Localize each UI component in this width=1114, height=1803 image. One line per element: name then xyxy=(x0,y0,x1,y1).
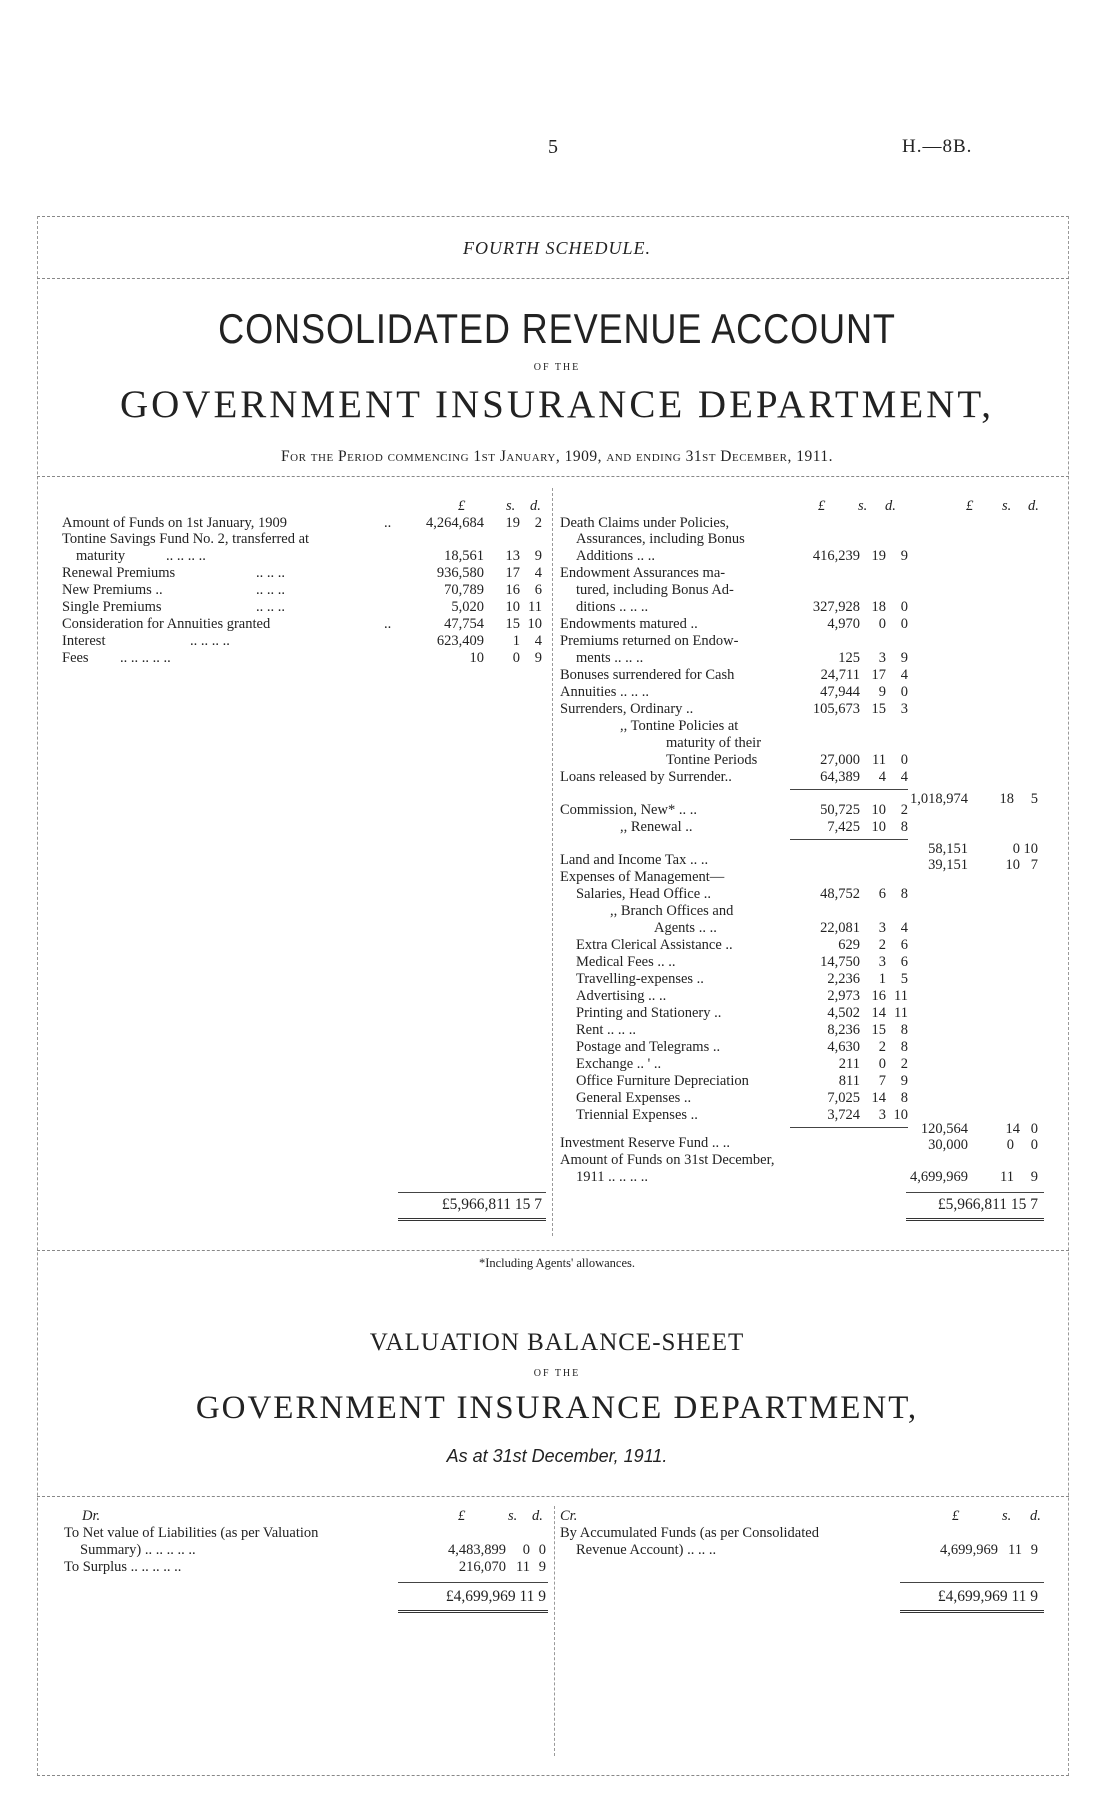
asset-row: By Accumulated Funds (as per Consolidated xyxy=(560,1525,819,1541)
account-department-title: GOVERNMENT INSURANCE DEPARTMENT, xyxy=(119,383,995,426)
management-row: Advertising .. .. xyxy=(576,988,667,1004)
liabilities-total-double-rule xyxy=(398,1610,548,1613)
management-row: General Expenses .. xyxy=(576,1090,692,1106)
receipt-pounds: 18,561 xyxy=(444,548,484,564)
receipt-row: Fees xyxy=(62,650,89,666)
receipts-total: £5,966,811 15 7 xyxy=(441,1196,542,1213)
investment-reserve-shillings: 0 xyxy=(1006,1137,1014,1153)
management-row: Triennial Expenses .. xyxy=(576,1107,698,1123)
management-row: Extra Clerical Assistance .. xyxy=(576,937,733,953)
land-tax-row: Land and Income Tax .. .. xyxy=(560,852,709,868)
receipt-dots: .. .. .. .. xyxy=(190,633,230,649)
receipt-row: New Premiums .. xyxy=(62,582,163,598)
management-pounds: 3,724 xyxy=(827,1107,860,1123)
management-shillings: 16 xyxy=(871,988,886,1004)
receipt-pence: 9 xyxy=(534,650,542,666)
management-shillings: 14 xyxy=(871,1005,886,1021)
receipt-dots: .. .. .. xyxy=(256,599,285,615)
receipt-pounds: 4,264,684 xyxy=(426,515,484,531)
receipt-shillings: 15 xyxy=(505,616,520,632)
management-pounds: 2,236 xyxy=(827,971,860,987)
management-pounds: 22,081 xyxy=(820,920,860,936)
receipt-shillings: 0 xyxy=(512,650,520,666)
receipt-dots: .. xyxy=(384,616,392,632)
investment-reserve-pounds: 30,000 xyxy=(928,1137,968,1153)
management-pence: 8 xyxy=(900,1090,908,1106)
payment-pence: 9 xyxy=(900,548,908,564)
management-pence: 6 xyxy=(900,954,908,970)
receipt-pence: 9 xyxy=(534,548,542,564)
management-pounds: 211 xyxy=(838,1056,860,1072)
receipt-pounds: 623,409 xyxy=(436,633,484,649)
management-subtotal-rule xyxy=(790,1127,908,1128)
period-rule xyxy=(37,476,1069,477)
land-tax-pence: 7 xyxy=(1030,857,1038,873)
payments-header-pence: d. xyxy=(885,498,896,514)
debit-label: Dr. xyxy=(82,1508,101,1524)
management-row: Medical Fees .. .. xyxy=(576,954,676,970)
page-number: 5 xyxy=(548,136,558,158)
management-subtotal-pence: 0 xyxy=(1030,1121,1038,1137)
management-row: Printing and Stationery .. xyxy=(576,1005,722,1021)
payment-shillings: 3 xyxy=(878,650,886,666)
management-pounds: 48,752 xyxy=(820,886,860,902)
management-pence: 9 xyxy=(900,1073,908,1089)
payment-row: maturity of their xyxy=(666,735,762,751)
management-row: Agents .. .. xyxy=(654,920,717,936)
payments-total: £5,966,811 15 7 xyxy=(937,1196,1038,1213)
management-pounds: 2,973 xyxy=(827,988,860,1004)
payment-pence: 0 xyxy=(900,684,908,700)
commission-renewal-shillings: 10 xyxy=(871,819,886,835)
receipt-pence: 11 xyxy=(528,599,542,615)
management-row: ,, Branch Offices and xyxy=(610,903,734,919)
payment-row: Premiums returned on Endow- xyxy=(560,633,739,649)
receipt-pounds: 70,789 xyxy=(444,582,484,598)
account-center-divider xyxy=(552,488,553,1236)
management-pence: 11 xyxy=(894,988,908,1004)
account-bottom-rule xyxy=(37,1250,1069,1251)
management-subtotal-pounds: 120,564 xyxy=(920,1121,968,1137)
management-pence: 11 xyxy=(894,1005,908,1021)
payment-row: Assurances, including Bonus xyxy=(576,531,745,547)
receipts-header-shillings: s. xyxy=(506,498,516,514)
management-shillings: 0 xyxy=(878,1056,886,1072)
claims-subtotal-shillings: 18 xyxy=(999,791,1014,807)
account-period: For the Period commencing 1st January, 1909, and ending 31st December, 1911. xyxy=(281,448,833,465)
footnote: *Including Agents' allowances. xyxy=(478,1256,636,1270)
management-pounds: 811 xyxy=(838,1073,860,1089)
receipt-pence: 4 xyxy=(534,565,542,581)
management-row: Postage and Telegrams .. xyxy=(576,1039,721,1055)
receipt-row: Consideration for Annuities granted xyxy=(62,616,271,632)
commission-renewal-pounds: 7,425 xyxy=(827,819,860,835)
commission-subtotal-pence: 10 xyxy=(1023,841,1038,857)
liabilities-total-rule xyxy=(398,1582,548,1583)
management-shillings: 2 xyxy=(878,937,886,953)
receipt-row: maturity xyxy=(76,548,126,564)
asset-pounds: 4,699,969 xyxy=(940,1542,998,1558)
payment-row: Endowment Assurances ma- xyxy=(560,565,726,581)
account-title: CONSOLIDATED REVENUE ACCOUNT xyxy=(218,305,896,352)
receipt-dots: .. .. .. .. xyxy=(166,548,206,564)
receipt-dots: .. .. .. xyxy=(256,582,285,598)
credit-header-pounds: £ xyxy=(952,1508,960,1524)
payment-pence: 0 xyxy=(900,599,908,615)
payment-row: Surrenders, Ordinary .. xyxy=(560,701,694,717)
liability-shillings: 0 xyxy=(522,1542,530,1558)
payment-shillings: 9 xyxy=(878,684,886,700)
payment-pounds: 105,673 xyxy=(812,701,860,717)
receipts-total-rule xyxy=(398,1192,546,1193)
liability-shillings: 11 xyxy=(516,1559,530,1575)
management-shillings: 6 xyxy=(878,886,886,902)
payment-row: ,, Tontine Policies at xyxy=(620,718,739,734)
assets-total-double-rule xyxy=(900,1610,1044,1613)
management-shillings: 1 xyxy=(878,971,886,987)
receipt-row: Amount of Funds on 1st January, 1909 xyxy=(62,515,288,531)
management-pounds: 4,502 xyxy=(827,1005,860,1021)
management-shillings: 3 xyxy=(878,954,886,970)
payment-pounds: 24,711 xyxy=(820,667,860,683)
balance-sheet-heading-rule xyxy=(37,1496,1069,1497)
commission-new-shillings: 10 xyxy=(871,802,886,818)
payments-header-shillings: s. xyxy=(858,498,868,514)
management-pence: 4 xyxy=(900,920,908,936)
receipt-shillings: 1 xyxy=(512,633,520,649)
payment-pence: 3 xyxy=(900,701,908,717)
payment-row: ments .. .. .. xyxy=(576,650,644,666)
receipt-pence: 6 xyxy=(534,582,542,598)
receipts-header-pounds: £ xyxy=(458,498,466,514)
liability-pounds: 216,070 xyxy=(458,1559,506,1575)
document-reference: H.—8B. xyxy=(902,136,973,157)
receipt-pounds: 10 xyxy=(469,650,484,666)
payment-shillings: 19 xyxy=(871,548,886,564)
management-pence: 8 xyxy=(900,1022,908,1038)
account-of-the: OF THE xyxy=(533,362,581,373)
management-pence: 5 xyxy=(900,971,908,987)
management-shillings: 14 xyxy=(871,1090,886,1106)
payment-row: Additions .. .. xyxy=(576,548,655,564)
commission-renewal-row: ,, Renewal .. xyxy=(620,819,693,835)
receipts-header-pence: d. xyxy=(530,498,541,514)
payment-pounds: 64,389 xyxy=(820,769,860,785)
receipt-pounds: 5,020 xyxy=(451,599,484,615)
management-pence: 2 xyxy=(900,1056,908,1072)
receipt-pence: 10 xyxy=(527,616,542,632)
receipt-pence: 2 xyxy=(534,515,542,531)
balance-sheet-of-the: OF THE xyxy=(533,1368,581,1379)
receipt-shillings: 16 xyxy=(505,582,520,598)
payment-row: Tontine Periods xyxy=(666,752,758,768)
asset-row: Revenue Account) .. .. .. xyxy=(576,1542,717,1558)
management-shillings: 7 xyxy=(878,1073,886,1089)
payment-pence: 0 xyxy=(900,752,908,768)
asset-pence: 9 xyxy=(1030,1542,1038,1558)
commission-new-pence: 2 xyxy=(900,802,908,818)
debit-header-shillings: s. xyxy=(508,1508,518,1524)
credit-header-shillings: s. xyxy=(1002,1508,1012,1524)
payments-header-pounds-2: £ xyxy=(966,498,974,514)
claims-subtotal-pounds: 1,018,974 xyxy=(910,791,968,807)
management-row: Exchange .. ' .. xyxy=(576,1056,662,1072)
management-row: Rent .. .. .. xyxy=(576,1022,637,1038)
payment-shillings: 11 xyxy=(872,752,886,768)
payment-pounds: 125 xyxy=(838,650,860,666)
frame-top-rule xyxy=(37,216,1069,217)
debit-header-pounds: £ xyxy=(458,1508,466,1524)
receipt-shillings: 17 xyxy=(505,565,520,581)
payments-header-shillings-2: s. xyxy=(1002,498,1012,514)
asset-shillings: 11 xyxy=(1008,1542,1022,1558)
investment-reserve-row: Investment Reserve Fund .. .. xyxy=(560,1135,730,1151)
receipt-row: Interest xyxy=(62,633,106,649)
receipt-row: Renewal Premiums xyxy=(62,565,176,581)
claims-subtotal-rule xyxy=(790,789,908,790)
payment-row: Loans released by Surrender.. xyxy=(560,769,732,785)
payment-row: Endowments matured .. xyxy=(560,616,698,632)
claims-subtotal-pence: 5 xyxy=(1030,791,1038,807)
receipt-dots: .. .. .. xyxy=(256,565,285,581)
management-shillings: 15 xyxy=(871,1022,886,1038)
commission-renewal-pence: 8 xyxy=(900,819,908,835)
balance-sheet-date: As at 31st December, 1911. xyxy=(446,1446,668,1466)
management-subtotal-shillings: 14 xyxy=(1005,1121,1020,1137)
liabilities-total: £4,699,969 11 9 xyxy=(445,1588,546,1605)
assets-total-rule xyxy=(900,1582,1044,1583)
payment-row: tured, including Bonus Ad- xyxy=(576,582,734,598)
payments-header-pounds: £ xyxy=(818,498,826,514)
receipt-dots: .. xyxy=(384,515,392,531)
management-heading: Expenses of Management— xyxy=(560,869,725,885)
payments-total-double-rule xyxy=(906,1218,1044,1221)
payment-row: ditions .. .. .. xyxy=(576,599,649,615)
balance-sheet-department-title: GOVERNMENT INSURANCE DEPARTMENT, xyxy=(195,1390,919,1426)
credit-label: Cr. xyxy=(560,1508,578,1524)
liability-row: Summary) .. .. .. .. .. xyxy=(80,1542,196,1558)
management-shillings: 3 xyxy=(878,1107,886,1123)
schedule-title-rule xyxy=(37,278,1069,279)
management-pounds: 7,025 xyxy=(827,1090,860,1106)
payment-pounds: 416,239 xyxy=(812,548,860,564)
management-row: Travelling-expenses .. xyxy=(576,971,704,987)
investment-reserve-pence: 0 xyxy=(1030,1137,1038,1153)
management-pence: 10 xyxy=(893,1107,908,1123)
balance-sheet-title: VALUATION BALANCE-SHEET xyxy=(369,1329,745,1356)
liability-pence: 0 xyxy=(538,1542,546,1558)
credit-header-pence: d. xyxy=(1030,1508,1041,1524)
payment-pence: 4 xyxy=(900,667,908,683)
land-tax-shillings: 10 xyxy=(1005,857,1020,873)
closing-funds-shillings: 11 xyxy=(1000,1169,1014,1185)
management-pounds: 629 xyxy=(838,937,860,953)
payment-pence: 0 xyxy=(900,616,908,632)
commission-subtotal-pounds: 58,151 xyxy=(928,841,968,857)
frame-bottom-rule xyxy=(37,1775,1069,1776)
debit-header-pence: d. xyxy=(532,1508,543,1524)
closing-funds-row: Amount of Funds on 31st December, xyxy=(560,1152,775,1168)
payment-row: Death Claims under Policies, xyxy=(560,515,730,531)
payment-pounds: 47,944 xyxy=(820,684,860,700)
payment-pounds: 4,970 xyxy=(827,616,860,632)
management-shillings: 2 xyxy=(878,1039,886,1055)
payments-header-pence-2: d. xyxy=(1028,498,1039,514)
payment-row: Bonuses surrendered for Cash xyxy=(560,667,735,683)
assets-total: £4,699,969 11 9 xyxy=(937,1588,1038,1605)
payment-shillings: 15 xyxy=(871,701,886,717)
receipt-row: Single Premiums xyxy=(62,599,162,615)
management-shillings: 3 xyxy=(878,920,886,936)
schedule-title: FOURTH SCHEDULE. xyxy=(462,238,651,258)
payment-shillings: 17 xyxy=(871,667,886,683)
liability-pounds: 4,483,899 xyxy=(448,1542,506,1558)
management-pounds: 14,750 xyxy=(820,954,860,970)
liability-row: To Net value of Liabilities (as per Valuation xyxy=(64,1525,319,1541)
receipt-shillings: 19 xyxy=(505,515,520,531)
receipt-shillings: 13 xyxy=(505,548,520,564)
closing-funds-row-continued: 1911 .. .. .. .. xyxy=(576,1169,648,1185)
payment-pence: 4 xyxy=(900,769,908,785)
balance-sheet-center-divider xyxy=(554,1506,555,1756)
closing-funds-pounds: 4,699,969 xyxy=(910,1169,968,1185)
payment-pounds: 327,928 xyxy=(812,599,860,615)
payment-shillings: 0 xyxy=(878,616,886,632)
liability-pence: 9 xyxy=(538,1559,546,1575)
receipt-pence: 4 xyxy=(534,633,542,649)
payments-total-rule xyxy=(906,1192,1044,1193)
management-row: Office Furniture Depreciation xyxy=(576,1073,749,1089)
receipt-pounds: 47,754 xyxy=(444,616,484,632)
management-pounds: 4,630 xyxy=(827,1039,860,1055)
receipt-shillings: 10 xyxy=(505,599,520,615)
management-pence: 6 xyxy=(900,937,908,953)
commission-new-row: Commission, New* .. .. xyxy=(560,802,697,818)
payment-shillings: 4 xyxy=(878,769,886,785)
commission-subtotal-shillings: 0 xyxy=(1012,841,1020,857)
payment-pence: 9 xyxy=(900,650,908,666)
closing-funds-pence: 9 xyxy=(1030,1169,1038,1185)
receipt-dots: .. .. .. .. .. xyxy=(120,650,171,666)
commission-new-pounds: 50,725 xyxy=(820,802,860,818)
management-pounds: 8,236 xyxy=(827,1022,860,1038)
payment-shillings: 18 xyxy=(871,599,886,615)
management-row: Salaries, Head Office .. xyxy=(576,886,712,902)
payment-pounds: 27,000 xyxy=(820,752,860,768)
land-tax-pounds: 39,151 xyxy=(928,857,968,873)
liability-row: To Surplus .. .. .. .. .. xyxy=(64,1559,182,1575)
management-pence: 8 xyxy=(900,1039,908,1055)
management-pence: 8 xyxy=(900,886,908,902)
receipts-total-double-rule xyxy=(398,1218,546,1221)
receipt-row: Tontine Savings Fund No. 2, transferred at xyxy=(62,531,310,547)
receipt-pounds: 936,580 xyxy=(436,565,484,581)
commission-subtotal-rule xyxy=(790,839,908,840)
payment-row: Annuities .. .. .. xyxy=(560,684,650,700)
